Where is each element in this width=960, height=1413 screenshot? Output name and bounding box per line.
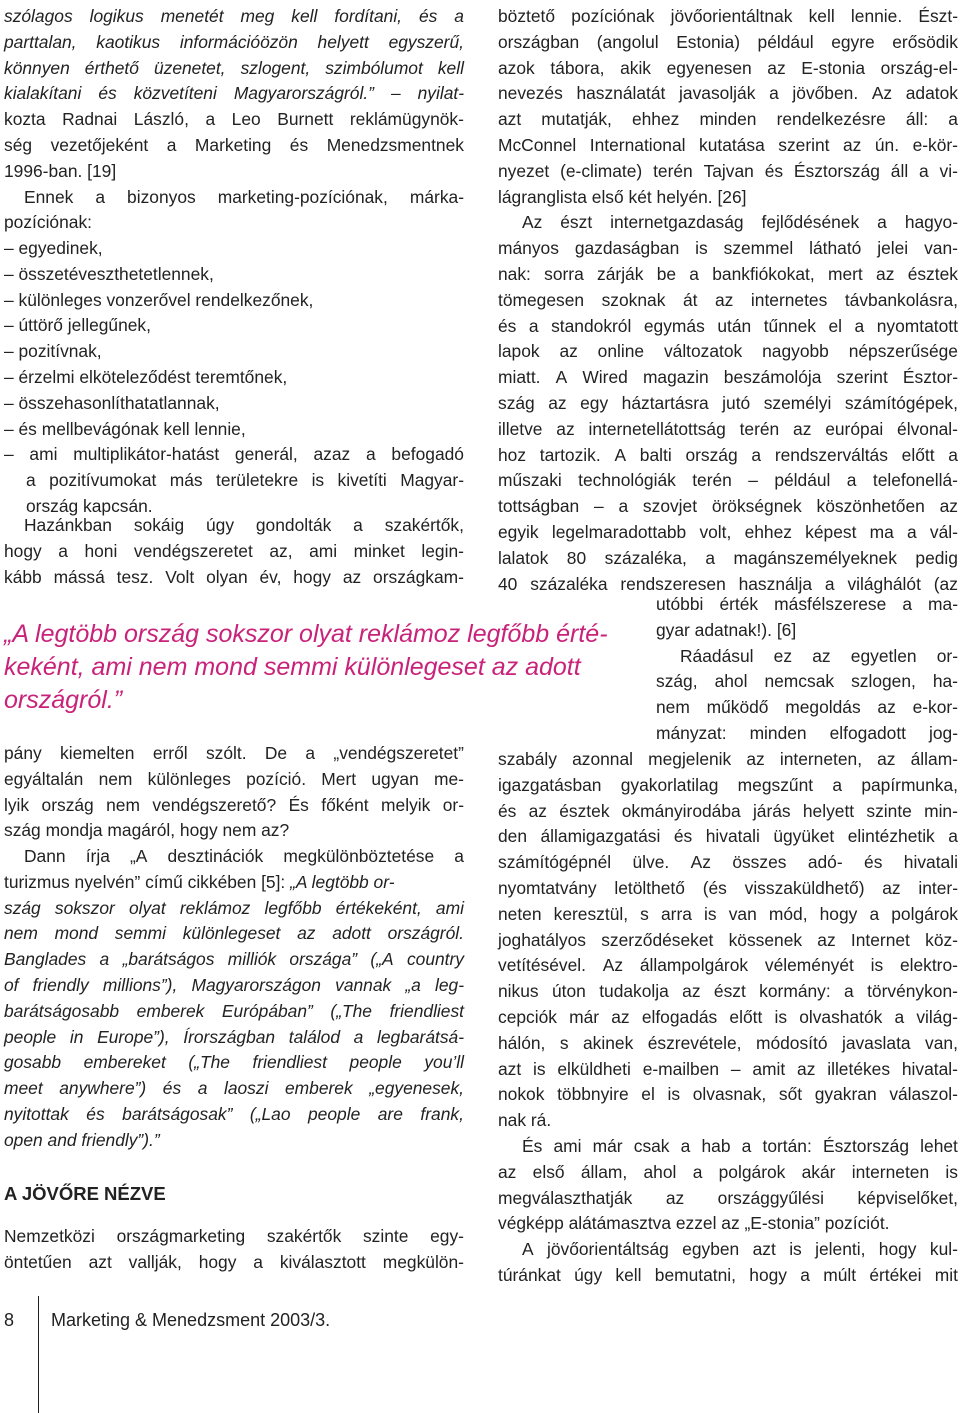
text-line: Hazánkban sokáig úgy gondolták a szakértők,	[24, 515, 464, 535]
text-line: gyar adatnak!). [6]	[656, 619, 797, 640]
text-line: szág sokszor olyat reklámoz legfőbb értékeként, ami	[4, 897, 464, 918]
text-line: könnyen érthető üzenetet, szlogent, szimbólumot kell	[4, 57, 464, 78]
list-item: – egyedinek,	[4, 238, 103, 258]
left-para-5	[4, 1224, 464, 1276]
text-line: meet anywhere”) és a laoszi emberek „egyenesek,	[4, 1078, 464, 1099]
text-line: szág az egy háztartásra jutó személyi számítógépek,	[498, 392, 958, 413]
text-line: illetve az internetellátottság terén az európai élvonal-	[498, 418, 958, 439]
text-line: den államigazgatási és hivatali ügyüket elintézhetik a	[498, 826, 958, 847]
text-line: people in Europe”), Írországban találod a legbarátsá-	[4, 1026, 464, 1047]
text-line: nyomtatvány letölthető (és visszaküldhető) az inter-	[498, 877, 958, 898]
text-line	[4, 870, 464, 896]
list-item: – és mellbevágónak kell lennie,	[4, 418, 246, 439]
text-line: pozíciónak:	[4, 212, 92, 233]
text-line: műszaki technológiák terén – például a telefonellá-	[498, 470, 958, 491]
list-item: – úttörő jellegűnek,	[4, 315, 151, 336]
text-line: cepciók már az elfogadás előtt is olvashatók a világ-	[498, 1006, 958, 1027]
text-line: nikus úton tudakolja az észt kormány: a törvénykon-	[498, 981, 958, 1002]
journal-footer: Marketing & Menedzsment 2003/3.	[51, 1310, 331, 1330]
text-line: vetítésével. Az állampolgárok véleményét is elektro-	[498, 955, 958, 976]
text-line: hálón, s akinek észrevétele, módosító javaslata van,	[498, 1032, 958, 1053]
text-line: lágranglista első két helyén. [26]	[498, 186, 747, 207]
text-line: megválaszthatják az országgyűlési képviselőket,	[498, 1187, 958, 1208]
text-line: mányzat: minden elfogadott jog-	[656, 722, 958, 743]
text-line: hoz tartozik. A balti ország a rendszerváltás előtt a	[498, 444, 958, 465]
text-line: szólagos logikus menetét meg kell fordítani, és a	[4, 6, 464, 26]
right-top	[498, 4, 958, 597]
list-item: – különleges vonzerővel rendelkezőnek,	[4, 289, 314, 310]
text-line: nyezet (e-climate) terén Tajvan és Észtország áll a vi-	[498, 160, 958, 181]
text-line: Nemzetközi országmarketing szakértők szinte egy-	[4, 1226, 464, 1246]
text-line: Az észt internetgazdaság fejlődésének a hagyo-	[522, 212, 958, 233]
text-line: nak rá.	[498, 1110, 552, 1131]
text-line: és a standokról egymás után tűnnek el a nyomtatott	[498, 315, 958, 336]
text-line: azt is elküldheti e-mailben – amit az illetékes hivatal-	[498, 1058, 958, 1079]
text-line: végképp alátámasztva ezzel az „E-stonia” pozíciót.	[498, 1213, 890, 1234]
text-line: lapok az online változatok nagyobb népszerűsége	[498, 341, 958, 362]
right-bottom	[498, 747, 958, 1289]
left-intro	[4, 4, 464, 236]
list-item: – összehasonlíthatatlannak,	[4, 392, 220, 413]
text-line: egyáltalán nem különleges pozíció. Mert ugyan me-	[4, 768, 464, 789]
text-line: 40 százaléka rendszeresen használja a világhálót (az	[498, 573, 958, 594]
right-narrow	[656, 592, 958, 747]
list-item: a pozitívumokat más területekre is kivetíti Magyar-	[26, 470, 464, 491]
list-item: ország kapcsán.	[26, 495, 153, 516]
text-line: Ráadásul ez az egyetlen or-	[680, 645, 958, 666]
pull-quote-line: „A legtöbb ország sokszor olyat reklámoz legfőbb érté-	[4, 620, 608, 648]
text-line: kozta Radnai László, a Leo Burnett reklámügynök-	[4, 109, 464, 130]
text-line: És ami már csak a hab a tortán: Észtország lehet	[522, 1135, 958, 1156]
text-line: nokok többnyire el is olvasnak, sőt gyakran válaszol-	[498, 1084, 958, 1105]
text-line: lyik ország nem vendégszerető? És főként melyik or-	[4, 794, 464, 815]
text-line: of friendly millions”), Magyarországon vannak „a leg-	[4, 974, 464, 995]
text-line: szág mondja magáról, hogy nem az?	[4, 820, 290, 841]
text-line: gosabb embereket („The friendliest people you’ll	[4, 1052, 464, 1073]
text-line: nem működő megoldás az e-kor-	[656, 697, 958, 718]
list-item: – érzelmi elköteleződést teremtőnek,	[4, 366, 288, 387]
text-line: barátságosabb emberek Európában” („The friendliest	[4, 1000, 464, 1021]
text-line: kább mássá tesz. Volt olyan év, hogy az országkam-	[4, 566, 464, 587]
text-line: országban (angolul Estonia) például egyre erősödik	[498, 31, 958, 52]
page-number: 8	[4, 1310, 15, 1330]
list-item: – összetéveszthetetlennek,	[4, 263, 214, 284]
list-item: – ami multiplikátor-hatást generál, azaz a befogadó	[4, 444, 464, 465]
text-line: nak: sorra zárják be a bankfiókokat, mert az észtek	[498, 263, 958, 284]
footer-divider	[38, 1296, 39, 1413]
left-para-4	[4, 844, 464, 1154]
text-line: számítógépnél ülve. Az összes adó- és hivatali	[498, 852, 958, 873]
text-line: 1996-ban. [19]	[4, 160, 117, 181]
text-line: szág, ahol nemcsak szlogen, ha-	[656, 671, 958, 692]
text-line: lalatok 80 százaléka, a magánszemélyeknek pedig	[498, 547, 958, 568]
pull-quote-line: keként, ami nem mond semmi különlegeset az adott	[4, 653, 581, 681]
text-line: tömegesen szoknak át az internetes távbankolásra,	[498, 289, 958, 310]
text-line: open and friendly”).”	[4, 1129, 160, 1150]
text-line: azt mutatják, ehhez minden rendelkezésre áll: a	[498, 109, 958, 130]
text-line: utóbbi érték másfélszerese a ma-	[656, 594, 958, 614]
text-line: hogy a honi vendégszeretet az, ami minket legin-	[4, 540, 464, 561]
text-line: miatt. A Wired magazin beszámolója szerint Észtor-	[498, 367, 958, 388]
text-line: McConnel International kutatása szerint az ún. e-kör-	[498, 134, 958, 155]
text-line: Dann írja „A desztinációk megkülönböztetése a	[24, 846, 464, 866]
text-line: tottságban – a szovjet örökségnek köszönhetően az	[498, 496, 958, 517]
text-line: Ennek a bizonyos marketing-pozíciónak, márka-	[24, 186, 464, 207]
left-para-2	[4, 513, 464, 590]
text-line: öntetűen azt vallják, hogy a kiválasztott megkülön-	[4, 1251, 464, 1272]
text-line: parttalan, kaotikus információözön helyett egyszerű,	[4, 31, 464, 52]
text-line: azok tábora, akik egyenesen az E-stonia ország-el-	[498, 57, 958, 78]
text-line: és az észtek okmányirodába járás helyett szinte min-	[498, 800, 958, 821]
text-line: Banglades a „barátságos milliók országa” („A country	[4, 949, 464, 970]
text-line: joghatályos szerződéseket kössenek az Internet köz-	[498, 929, 958, 950]
text-line: túránkat úgy kell bemutatni, hogy a múlt értékei mit	[498, 1264, 958, 1285]
text-line: szabály azonnal megjelenik az interneten, az állam-	[498, 749, 958, 769]
text-line: egyik legelmaradottabb volt, ehhez képest ma a vál-	[498, 521, 958, 542]
text-line: ség vezetőjeként a Marketing és Menedzsmentnek	[4, 134, 464, 155]
pull-quote	[4, 618, 644, 717]
text-line: kialakítani és közvetíteni Magyarországról.” – nyilat-	[4, 83, 464, 104]
text-line: nevezés használatát javasolják a jövőben. Az adatok	[498, 83, 958, 104]
text-run: turizmus nyelvén” című cikkében [5]:	[4, 871, 291, 892]
text-line: nem mond semmi különlegeset az adott országról.	[4, 923, 464, 944]
list-item: – pozitívnak,	[4, 341, 102, 362]
text-line: az első állam, ahol a polgárok akár interneten is	[498, 1161, 958, 1182]
text-run-italic: „A legtöbb or-	[290, 871, 395, 892]
section-heading: A JÖVŐRE NÉZVE	[4, 1183, 166, 1204]
left-list	[4, 236, 464, 520]
text-line: böztető pozíciónak jövőorientáltnak kell lennie. Észt-	[498, 6, 958, 26]
pull-quote-line: országról.”	[4, 686, 123, 714]
text-line: igazgatásban gyakorlatilag megszűnt a papírmunka,	[498, 774, 958, 795]
text-line: A jövőorientáltság egyben azt is jelenti, hogy kul-	[522, 1239, 958, 1260]
text-line: neten keresztül, s arra is van mód, hogy a polgárok	[498, 903, 958, 924]
text-line: nyitottak és barátságosak” („Lao people are frank,	[4, 1103, 464, 1124]
text-line: mányos gazdaságban is szemmel látható jelei van-	[498, 238, 958, 259]
text-line: pány kiemelten erről szólt. De a „vendégszeretet”	[4, 743, 464, 763]
left-para-3	[4, 741, 464, 844]
